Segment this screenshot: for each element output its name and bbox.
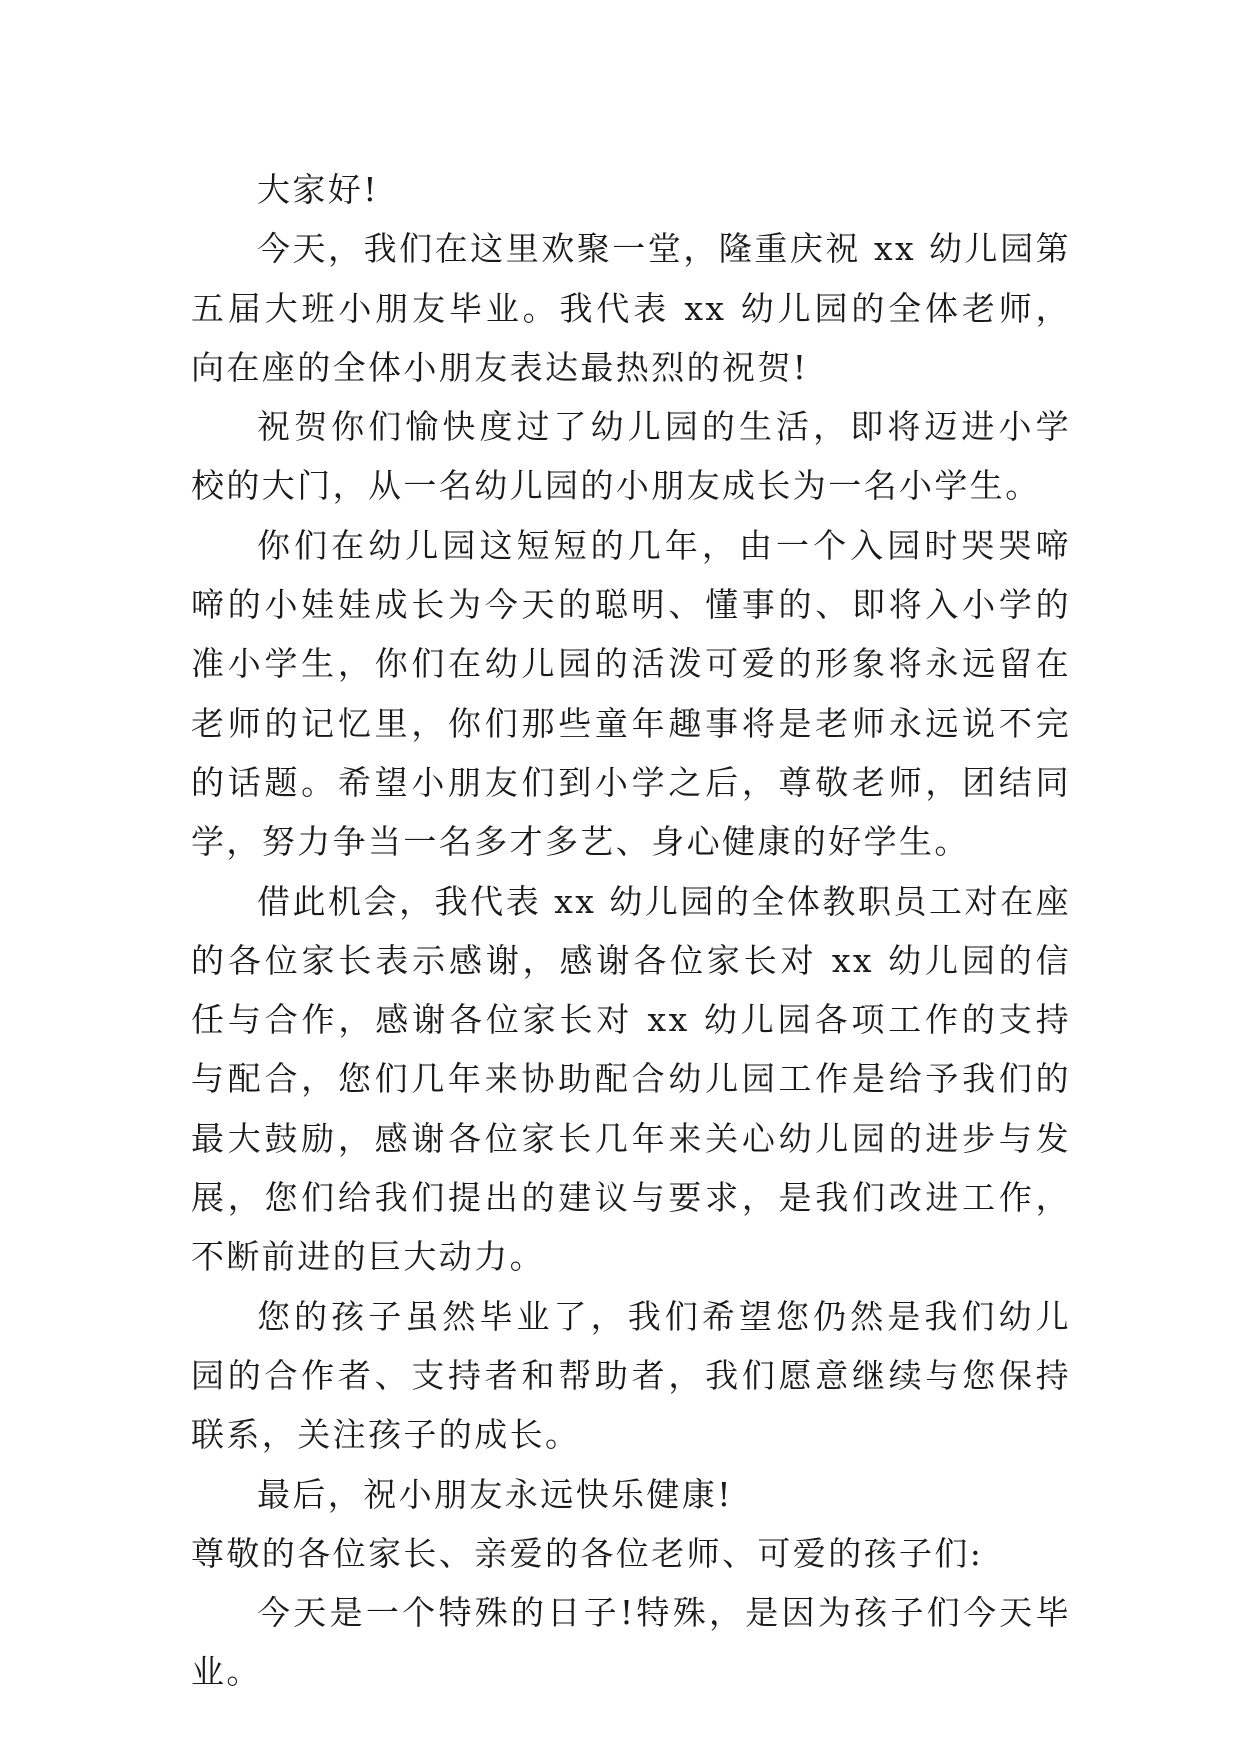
paragraph-congratulations: 祝贺你们愉快度过了幼儿园的生活，即将迈进小学校的大门，从一名幼儿园的小朋友成长为一名小学生。 — [191, 407, 1071, 506]
paragraph-growth: 你们在幼儿园这短短的几年，由一个入园时哭哭啼啼的小娃娃成长为今天的聪明、懂事的、即将入小学的准小学生，你们在幼儿园的活泼可爱的形象将永远留在老师的记忆里，你们那些童年趣事将是老师永远说不完的话题。希望小朋友们到小学之后，尊敬老师，团结同学，努力争当一名多才多艺、身心健康的好学生。 — [191, 525, 1071, 862]
paragraph-greeting: 大家好! — [257, 170, 379, 209]
paragraph-continued-support: 您的孩子虽然毕业了，我们希望您仍然是我们幼儿园的合作者、支持者和帮助者，我们愿意继续与您保持联系，关注孩子的成长。 — [191, 1296, 1071, 1455]
paragraph-salutation: 尊敬的各位家长、亲爱的各位老师、可爱的孩子们: — [191, 1533, 984, 1573]
paragraph-special-day: 今天是一个特殊的日子!特殊，是因为孩子们今天毕业。 — [191, 1593, 1071, 1692]
document-body — [191, 160, 1071, 1702]
paragraph-thanks-parents: 借此机会，我代表 xx 幼儿园的全体教职员工对在座的各位家长表示感谢，感谢各位家长对 xx 幼儿园的信任与合作，感谢各位家长对 xx 幼儿园各项工作的支持与配合，您们几年来协助配合幼儿园工作是给予我们的最大鼓励，感谢各位家长几年来关心幼儿园的进步与发展，您们给我们提出的建议与要求，是我们改进工作，不断前进的巨大动力。 — [191, 881, 1071, 1277]
paragraph-closing-wish: 最后，祝小朋友永远快乐健康! — [257, 1474, 733, 1514]
paragraph-celebration: 今天，我们在这里欢聚一堂，隆重庆祝 xx 幼儿园第五届大班小朋友毕业。我代表 xx 幼儿园的全体老师，向在座的全体小朋友表达最热烈的祝贺! — [191, 229, 1071, 387]
